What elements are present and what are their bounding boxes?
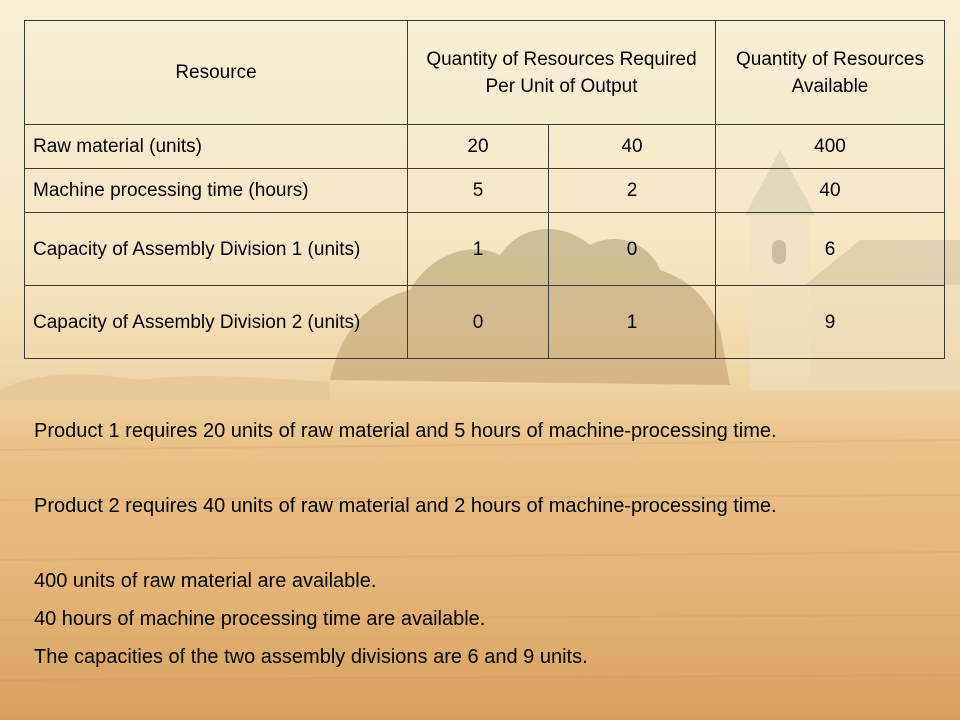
resource-name: Capacity of Assembly Division 2 (units) (25, 286, 408, 359)
product2-value: 2 (549, 169, 716, 213)
assembly-capacity: The capacities of the two assembly divisions are 6 and 9 units. (34, 646, 588, 668)
resource-name: Capacity of Assembly Division 1 (units) (25, 213, 408, 286)
table-row (25, 213, 945, 286)
table-row (25, 169, 945, 213)
machine-time-availability: 40 hours of machine processing time are available. (34, 608, 486, 630)
header-required-per-unit: Quantity of Resources Required Per Unit of Output (408, 21, 716, 125)
product2-value: 0 (549, 213, 716, 286)
table-row (25, 286, 945, 359)
available-value: 40 (716, 169, 945, 213)
available-value: 400 (716, 125, 945, 169)
available-value: 9 (716, 286, 945, 359)
available-value: 6 (716, 213, 945, 286)
product2-value: 40 (549, 125, 716, 169)
table-row (25, 125, 945, 169)
header-available: Quantity of Resources Available (716, 21, 945, 125)
product2-requirement: Product 2 requires 40 units of raw material and 2 hours of machine-processing time. (34, 495, 777, 517)
header-resource: Resource (25, 21, 408, 125)
table-header-row (25, 21, 945, 125)
explanation-text (34, 417, 949, 671)
product1-value: 5 (408, 169, 549, 213)
product2-value: 1 (549, 286, 716, 359)
product1-value: 1 (408, 213, 549, 286)
product1-value: 20 (408, 125, 549, 169)
product1-requirement: Product 1 requires 20 units of raw material and 5 hours of machine-processing time. (34, 420, 777, 442)
resource-name: Raw material (units) (25, 125, 408, 169)
raw-material-availability: 400 units of raw material are available. (34, 570, 377, 592)
resource-name: Machine processing time (hours) (25, 169, 408, 213)
resource-table (24, 20, 945, 359)
product1-value: 0 (408, 286, 549, 359)
